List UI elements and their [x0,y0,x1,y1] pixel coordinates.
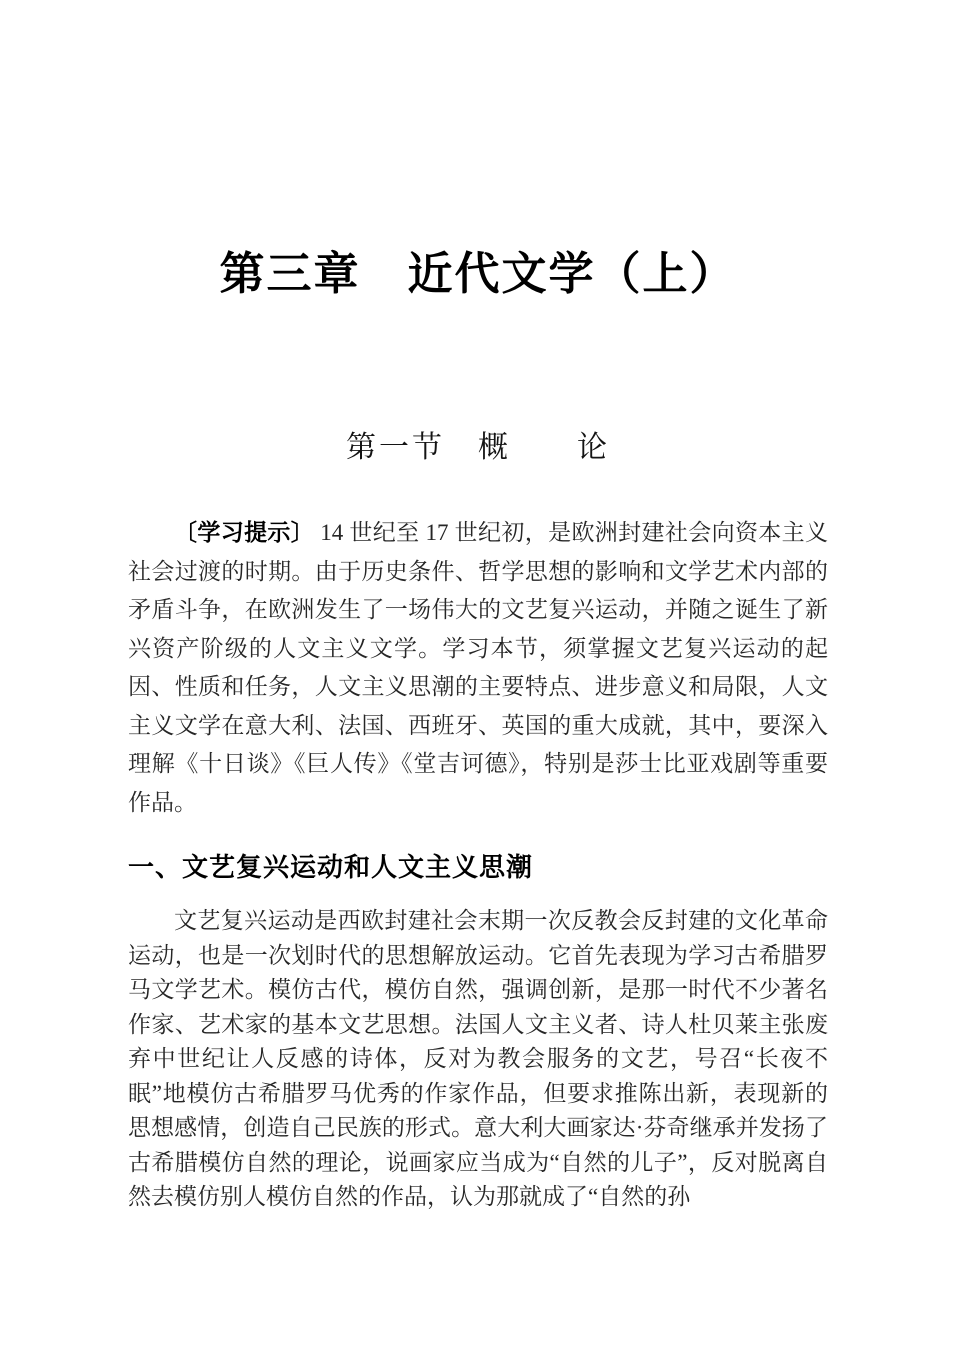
body-paragraph: 文艺复兴运动是西欧封建社会末期一次反教会反封建的文化革命运动，也是一次划时代的思想解放运动。它首先表现为学习古希腊罗马文学艺术。模仿古代，模仿自然，强调创新，是那一时代不少著名作家、艺术家的基本文艺思想。法国人文主义者、诗人杜贝莱主张废弃中世纪让人反感的诗体，反对为教会服务的文艺，号召“长夜不眠”地模仿古希腊罗马优秀的作家作品，但要求推陈出新，表现新的思想感情，创造自己民族的形式。意大利大画家达·芬奇继承并发扬了古希腊模仿自然的理论，说画家应当成为“自然的儿子”，反对脱离自然去模仿别人模仿自然的作品，认为那就成了“自然的孙 [128,908,828,1209]
section-title: 第一节 概 论 [346,431,610,464]
chapter-title: 第三章 近代文学（上） [219,248,737,299]
subsection-heading: 一、文艺复兴运动和人文主义思潮 [128,852,534,882]
study-hint-text: 14 世纪至 17 世纪初，是欧洲封建社会向资本主义社会过渡的时期。由于历史条件、哲学思想的影响和文学艺术内部的矛盾斗争，在欧洲发生了一场伟大的文艺复兴运动，并随之诞生了新兴资产阶级的人文主义文学。学习本节，须掌握文艺复兴运动的起因、性质和任务，人文主义思潮的主要特点、进步意义和局限，人文主义文学在意大利、法国、西班牙、英国的重大成就，其中，要深入理解《十日谈》《巨人传》《堂吉诃德》，特别是莎士比亚戏剧等重要作品。 [128,520,829,815]
study-hint-paragraph [128,513,828,822]
study-hint-label: 〔学习提示〕 [174,519,315,545]
